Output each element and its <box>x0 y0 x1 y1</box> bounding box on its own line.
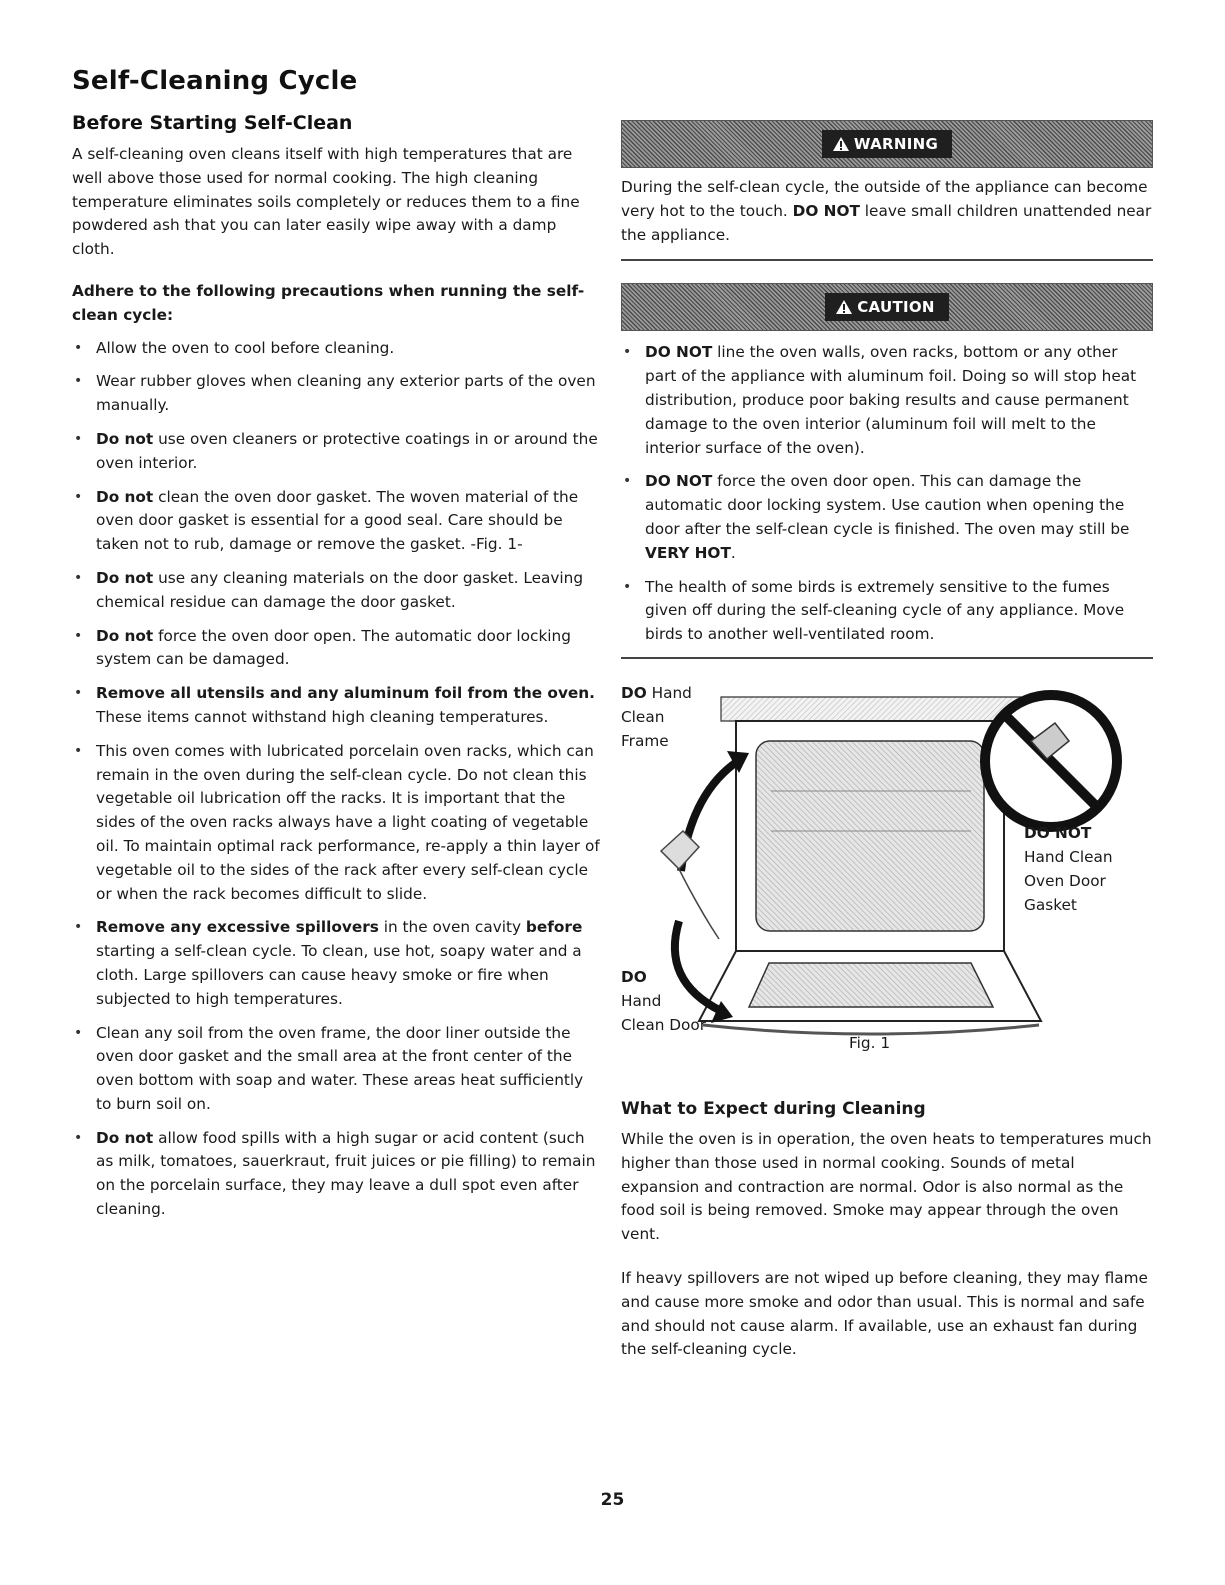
door-window <box>749 963 993 1007</box>
before-heading: Before Starting Self-Clean <box>72 112 353 134</box>
list-item: • Do not use oven cleaners or protective coatings in or around the oven interior. <box>72 428 600 476</box>
do-door-label: DO Hand Clean Door <box>621 967 707 1034</box>
list-item: • Wear rubber gloves when cleaning any exterior parts of the oven manually. <box>72 370 600 418</box>
caution-banner <box>621 283 1153 331</box>
left-column <box>72 112 600 1232</box>
do-frame-label: DO Hand Clean Frame <box>621 683 692 750</box>
list-item: • The health of some birds is extremely sensitive to the fumes given off during the self-cleaning cycle of any appliance. Move birds to another well-ventilated room. <box>621 576 1153 647</box>
warning-triangle-icon <box>832 136 850 152</box>
list-item: • Remove any excessive spillovers in the oven cavity before starting a self-clean cycle. To clean, use hot, soapy water and a cloth. Large spillovers can cause heavy smoke or fire when subjected to high temperatures. <box>72 916 600 1011</box>
oven-figure <box>621 681 1153 1081</box>
list-item: • This oven comes with lubricated porcelain oven racks, which can remain in the oven during the self-clean cycle. Do not clean this vegetable oil lubrication off the racks. It is important that the sides of the oven racks always have a light coating of vegetable oil. To maintain optimal rack performance, re-apply a thin layer of vegetable oil to the sides of the rack after every self-clean cycle or when the rack becomes difficult to slide. <box>72 740 600 907</box>
divider <box>621 259 1153 261</box>
hand-sponge-icon <box>661 831 719 939</box>
right-column <box>621 120 1153 1362</box>
list-item: • Do not use any cleaning materials on the door gasket. Leaving chemical residue can damage the door gasket. <box>72 567 600 615</box>
page-number: 25 <box>600 1490 625 1510</box>
divider <box>621 657 1153 659</box>
before-intro: A self-cleaning oven cleans itself with high temperatures that are well above those used for normal cooking. The high cleaning temperature eliminates soils completely or reduces them to a fine powdered ash that you can later easily wipe away with a damp cloth. <box>72 145 580 259</box>
warning-label: WARNING <box>822 130 952 158</box>
list-item: • Allow the oven to cool before cleaning. <box>72 337 600 361</box>
page-title: Self-Cleaning Cycle <box>72 66 358 96</box>
caution-label: CAUTION <box>825 293 949 321</box>
oven-top <box>721 697 1021 721</box>
list-item: • Do not force the oven door open. The automatic door locking system can be damaged. <box>72 625 600 673</box>
expect-heading: What to Expect during Cleaning <box>621 1098 926 1119</box>
list-item: • Remove all utensils and any aluminum foil from the oven. These items cannot withstand high cleaning temperatures. <box>72 682 600 730</box>
precautions-heading: Adhere to the following precautions when running the self-clean cycle: <box>72 281 585 324</box>
warning-banner <box>621 120 1153 168</box>
oven-cavity <box>756 741 984 931</box>
expect-para-2: If heavy spillovers are not wiped up before cleaning, they may flame and cause more smoke and odor than usual. This is normal and safe and should not cause alarm. If available, use an exhaust fan during the self-cleaning cycle. <box>621 1268 1148 1359</box>
donot-label: DO NOT Hand Clean Oven Door Gasket <box>1024 823 1113 914</box>
precautions-list <box>72 337 600 1222</box>
warning-text: During the self-clean cycle, the outside of the appliance can become very hot to the touch. DO NOT leave small children unattended near the appliance. <box>621 178 1152 244</box>
caution-list <box>621 341 1153 647</box>
expect-para-1: While the oven is in operation, the oven heats to temperatures much higher than those used in normal cooking. Sounds of metal expansion and contraction are normal. Odor is also normal as the food soil is being removed. Smoke may appear through the oven vent. <box>621 1129 1152 1244</box>
caution-triangle-icon <box>835 299 853 315</box>
list-item: • Do not clean the oven door gasket. The woven material of the oven door gasket is essential for a good seal. Care should be taken not to rub, damage or remove the gasket. -Fig. 1- <box>72 486 600 557</box>
list-item: • Clean any soil from the oven frame, the door liner outside the oven door gasket and the small area at the front center of the oven bottom with soap and water. These areas heat sufficiently to burn soil on. <box>72 1022 600 1117</box>
list-item: • DO NOT force the oven door open. This can damage the automatic door locking system. Use caution when opening the door after the self-clean cycle is finished. The oven may still be VERY HOT. <box>621 470 1153 565</box>
list-item: • DO NOT line the oven walls, oven racks, bottom or any other part of the appliance with aluminum foil. Doing so will stop heat distribution, produce poor baking results and cause permanent damage to the oven interior (aluminum foil will melt to the interior surface of the oven). <box>621 341 1153 460</box>
figure-caption: Fig. 1 <box>849 1033 891 1052</box>
list-item: • Do not allow food spills with a high sugar or acid content (such as milk, tomatoes, sauerkraut, fruit juices or pie filling) to remain on the porcelain surface, they may leave a dull spot even after cleaning. <box>72 1127 600 1222</box>
